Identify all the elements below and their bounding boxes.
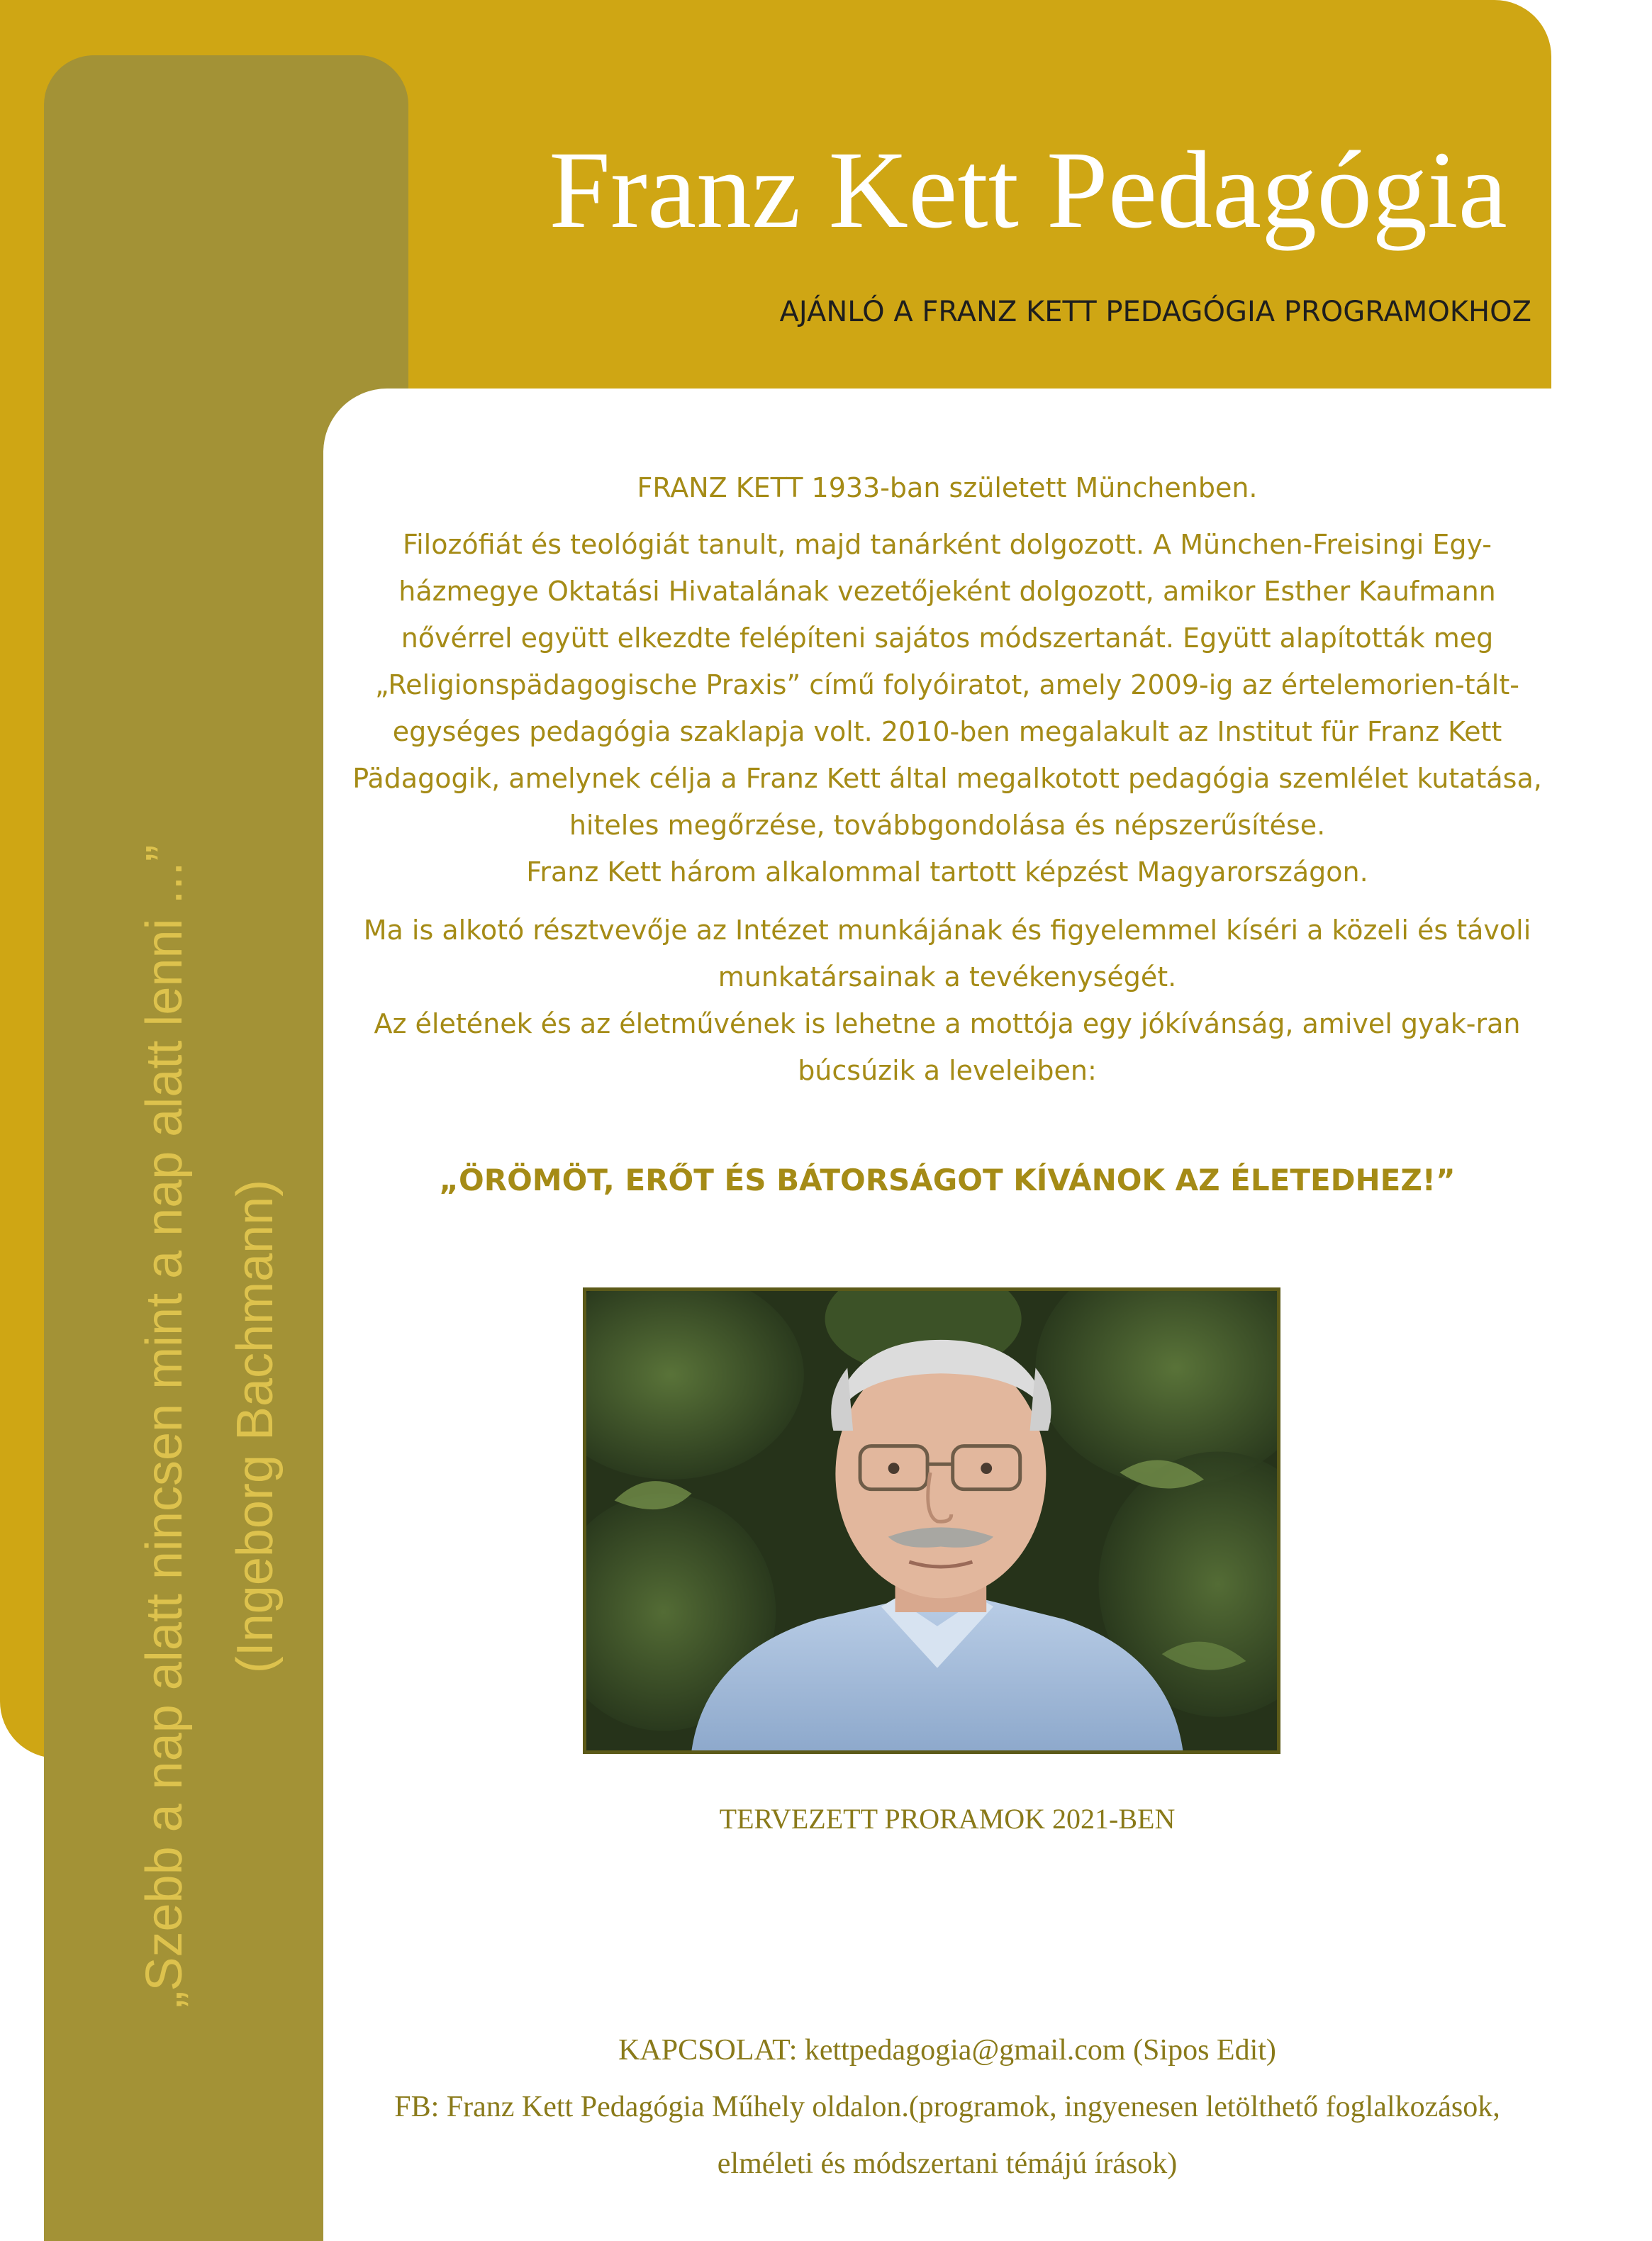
bio-paragraph: Ma is alkotó résztvevője az Intézet munkájának és figyelemmel kíséri a közeli és távoli munkatársainak a tevékenységét. <box>363 915 1531 993</box>
sidebar-quote-block <box>119 725 332 2128</box>
bio-paragraph: Az életének és az életművének is lehetne a mottója egy jókívánság, amivel gyak-ran búcsúzik a leveleiben: <box>374 1008 1521 1086</box>
portrait-illustration <box>586 1291 1277 1750</box>
page-title: Franz Kett Pedagógia <box>549 128 1507 251</box>
portrait-photo <box>583 1287 1280 1754</box>
sidebar-quote-author: (Ingeborg Bachmann) <box>227 1179 284 1674</box>
motto: „ÖRÖMÖT, ERŐT ÉS BÁTORSÁGOT KÍVÁNOK AZ ÉLETEDHEZ!” <box>439 1163 1456 1197</box>
bio-paragraph: Franz Kett három alkalommal tartott képzést Magyarországon. <box>526 856 1368 888</box>
sidebar-quote: „Szebb a nap alatt nincsen mint a nap alatt lenni ...” <box>136 844 193 2008</box>
biography <box>345 464 1550 1094</box>
programs-heading: TERVEZETT PRORAMOK 2021-BEN <box>719 1803 1176 1835</box>
bio-paragraph: Filozófiát és teológiát tanult, majd tanárként dolgozott. A München-Freisingi Egy-házmegye Oktatási Hivatalának vezetőjeként dolgozott, amikor Esther Kaufmann nővérrel együtt elkezdte felépíteni sajátos módszertanát. Együtt alapították meg „Religionspädagogische Praxis” című folyóiratot, amely 2009-ig az értelemorien-tált-egységes pedagógia szaklapja volt. 2010-ben megalakult az Institut für Franz Kett Pädagogik, amelynek célja a Franz Kett által megalkotott pedagógia szemlélet kutatása, hiteles megőrzése, továbbgondolása és népszerűsítése. <box>352 529 1542 841</box>
contact-block <box>345 2022 1550 2192</box>
page-subtitle: AJÁNLÓ A FRANZ KETT PEDAGÓGIA PROGRAMOKHOZ <box>779 296 1531 328</box>
contact-email-line: KAPCSOLAT: kettpedagogia@gmail.com (Sipos Edit) <box>618 2034 1276 2067</box>
bio-intro: FRANZ KETT 1933-ban született Münchenben. <box>637 472 1258 503</box>
contact-facebook-line: FB: Franz Kett Pedagógia Műhely oldalon.(programok, ingyenesen letölthető foglalkozások, elméleti és módszertani témájú írások) <box>394 2091 1500 2180</box>
